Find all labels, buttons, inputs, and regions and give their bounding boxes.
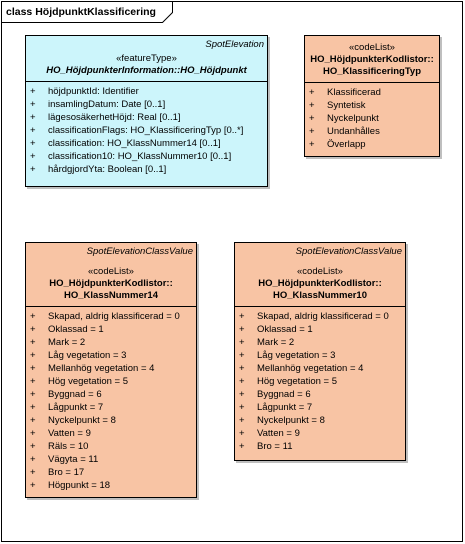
class-ho-klassnummer10[interactable] (234, 242, 406, 461)
visibility-marker: + (239, 337, 245, 348)
visibility-marker: + (30, 389, 36, 400)
attribute-row (239, 401, 401, 414)
class-name-line1: HO_HöjdpunkterKodlistor:: (310, 54, 434, 65)
visibility-marker: + (239, 402, 245, 413)
attribute-text: Låg vegetation = 3 (48, 350, 127, 361)
visibility-marker: + (30, 164, 36, 175)
visibility-marker: + (30, 112, 36, 123)
attribute-row (30, 137, 263, 150)
attribute-row (30, 336, 192, 349)
attribute-text: Skapad, aldrig klassificerad = 0 (48, 311, 180, 322)
attribute-text: Hög vegetation = 5 (48, 376, 129, 387)
visibility-marker: + (309, 113, 315, 124)
attribute-list (305, 83, 439, 155)
attribute-text: Lågpunkt = 7 (48, 402, 104, 413)
attribute-row (30, 375, 192, 388)
attribute-row (30, 124, 263, 137)
class-ho-klassnummer14[interactable] (25, 242, 197, 498)
visibility-marker: + (30, 311, 36, 322)
visibility-marker: + (30, 454, 36, 465)
attribute-text: Överlapp (327, 139, 366, 150)
class-name-line2: HO_KlassificeringTyp (322, 66, 422, 77)
attribute-text: Vatten = 9 (257, 428, 300, 439)
attribute-row (239, 349, 401, 362)
attribute-list (235, 307, 405, 457)
visibility-marker: + (239, 376, 245, 387)
visibility-marker: + (30, 480, 36, 491)
attribute-text: Mark = 2 (257, 337, 295, 348)
visibility-marker: + (309, 139, 315, 150)
class-ho-klassificeringtyp[interactable] (304, 35, 440, 157)
visibility-marker: + (309, 126, 315, 137)
class-ho-hojdpunkt[interactable] (25, 35, 268, 187)
attribute-row (30, 401, 192, 414)
visibility-marker: + (239, 311, 245, 322)
attribute-row (30, 323, 192, 336)
attribute-row (239, 375, 401, 388)
attribute-row (239, 388, 401, 401)
attribute-row (30, 150, 263, 163)
frame-title: class HöjdpunktKlassificering (6, 6, 156, 18)
visibility-marker: + (239, 363, 245, 374)
attribute-row (309, 86, 435, 99)
attribute-text: Mellanhög vegetation = 4 (48, 363, 155, 374)
attribute-text: classificationFlags: HO_KlassificeringTyp [0..*] (48, 125, 244, 136)
class-tag: SpotElevationClassValue (295, 246, 402, 257)
class-header (305, 36, 439, 83)
attribute-text: insamlingDatum: Date [0..1] (48, 99, 166, 110)
attribute-text: Mark = 2 (48, 337, 86, 348)
attribute-row (239, 414, 401, 427)
attribute-list (26, 82, 267, 180)
attribute-text: Klassificerad (327, 87, 381, 98)
attribute-text: Hög vegetation = 5 (257, 376, 338, 387)
attribute-row (30, 453, 192, 466)
attribute-row (30, 479, 192, 492)
attribute-row (239, 362, 401, 375)
class-name: HO_HöjdpunkterInformation::HO_Höjdpunkt (46, 65, 247, 76)
attribute-text: Oklassad = 1 (257, 324, 313, 335)
attribute-text: Oklassad = 1 (48, 324, 104, 335)
attribute-row (30, 427, 192, 440)
attribute-text: hårdgjordYta: Boolean [0..1] (48, 164, 167, 175)
class-header (26, 36, 267, 82)
attribute-row (309, 99, 435, 112)
visibility-marker: + (239, 389, 245, 400)
attribute-row (239, 310, 401, 323)
visibility-marker: + (30, 324, 36, 335)
class-stereotype: «codeList» (297, 266, 343, 277)
class-stereotype: «codeList» (88, 266, 134, 277)
attribute-row (239, 440, 401, 453)
visibility-marker: + (30, 415, 36, 426)
attribute-text: classification: HO_KlassNummer14 [0..1] (48, 138, 221, 149)
visibility-marker: + (30, 363, 36, 374)
attribute-row (30, 85, 263, 98)
visibility-marker: + (30, 337, 36, 348)
visibility-marker: + (309, 100, 315, 111)
class-header (235, 243, 405, 307)
attribute-row (30, 362, 192, 375)
attribute-text: Nyckelpunkt (327, 113, 379, 124)
class-name-line2: HO_KlassNummer10 (273, 290, 367, 301)
visibility-marker: + (30, 151, 36, 162)
visibility-marker: + (239, 415, 245, 426)
attribute-row (239, 336, 401, 349)
attribute-row (239, 427, 401, 440)
visibility-marker: + (30, 350, 36, 361)
attribute-list (26, 307, 196, 496)
visibility-marker: + (239, 324, 245, 335)
attribute-row (30, 163, 263, 176)
attribute-row (309, 112, 435, 125)
attribute-text: Lågpunkt = 7 (257, 402, 313, 413)
attribute-text: Syntetisk (327, 100, 366, 111)
attribute-text: Nyckelpunkt = 8 (48, 415, 116, 426)
attribute-text: Bro = 17 (48, 467, 85, 478)
attribute-row (30, 388, 192, 401)
visibility-marker: + (30, 441, 36, 452)
class-tag: SpotElevation (205, 39, 264, 50)
class-stereotype: «codeList» (349, 42, 395, 53)
attribute-row (309, 125, 435, 138)
attribute-row (30, 310, 192, 323)
attribute-text: classification10: HO_KlassNummer10 [0..1] (48, 151, 232, 162)
visibility-marker: + (30, 467, 36, 478)
visibility-marker: + (239, 441, 245, 452)
attribute-text: Nyckelpunkt = 8 (257, 415, 325, 426)
visibility-marker: + (30, 402, 36, 413)
attribute-row (30, 349, 192, 362)
class-tag: SpotElevationClassValue (86, 246, 193, 257)
class-name-line1: HO_HöjdpunkterKodlistor:: (49, 278, 173, 289)
attribute-row (309, 138, 435, 151)
attribute-row (239, 323, 401, 336)
visibility-marker: + (239, 350, 245, 361)
attribute-text: Högpunkt = 18 (48, 480, 111, 491)
class-name-line2: HO_KlassNummer14 (64, 290, 158, 301)
attribute-row (30, 466, 192, 479)
attribute-text: Räls = 10 (48, 441, 89, 452)
attribute-text: Bro = 11 (257, 441, 293, 452)
attribute-text: Byggnad = 6 (257, 389, 311, 400)
attribute-text: Mellanhög vegetation = 4 (257, 363, 364, 374)
attribute-text: Vägyta = 11 (48, 454, 99, 465)
attribute-text: Vatten = 9 (48, 428, 91, 439)
attribute-text: Undanhålles (327, 126, 380, 137)
attribute-text: lägesosäkerhetHöjd: Real [0..1] (48, 112, 181, 123)
visibility-marker: + (30, 125, 36, 136)
visibility-marker: + (30, 86, 36, 97)
attribute-row (30, 98, 263, 111)
attribute-text: Låg vegetation = 3 (257, 350, 336, 361)
visibility-marker: + (309, 87, 315, 98)
class-name-line1: HO_HöjdpunkterKodlistor:: (258, 278, 382, 289)
attribute-row (30, 111, 263, 124)
visibility-marker: + (30, 376, 36, 387)
visibility-marker: + (30, 99, 36, 110)
attribute-text: Byggnad = 6 (48, 389, 102, 400)
visibility-marker: + (30, 428, 36, 439)
attribute-text: Skapad, aldrig klassificerad = 0 (257, 311, 389, 322)
visibility-marker: + (239, 428, 245, 439)
class-header (26, 243, 196, 307)
attribute-row (30, 414, 192, 427)
attribute-row (30, 440, 192, 453)
attribute-text: höjdpunktId: Identifier (48, 86, 139, 97)
class-stereotype: «featureType» (116, 53, 177, 64)
visibility-marker: + (30, 138, 36, 149)
